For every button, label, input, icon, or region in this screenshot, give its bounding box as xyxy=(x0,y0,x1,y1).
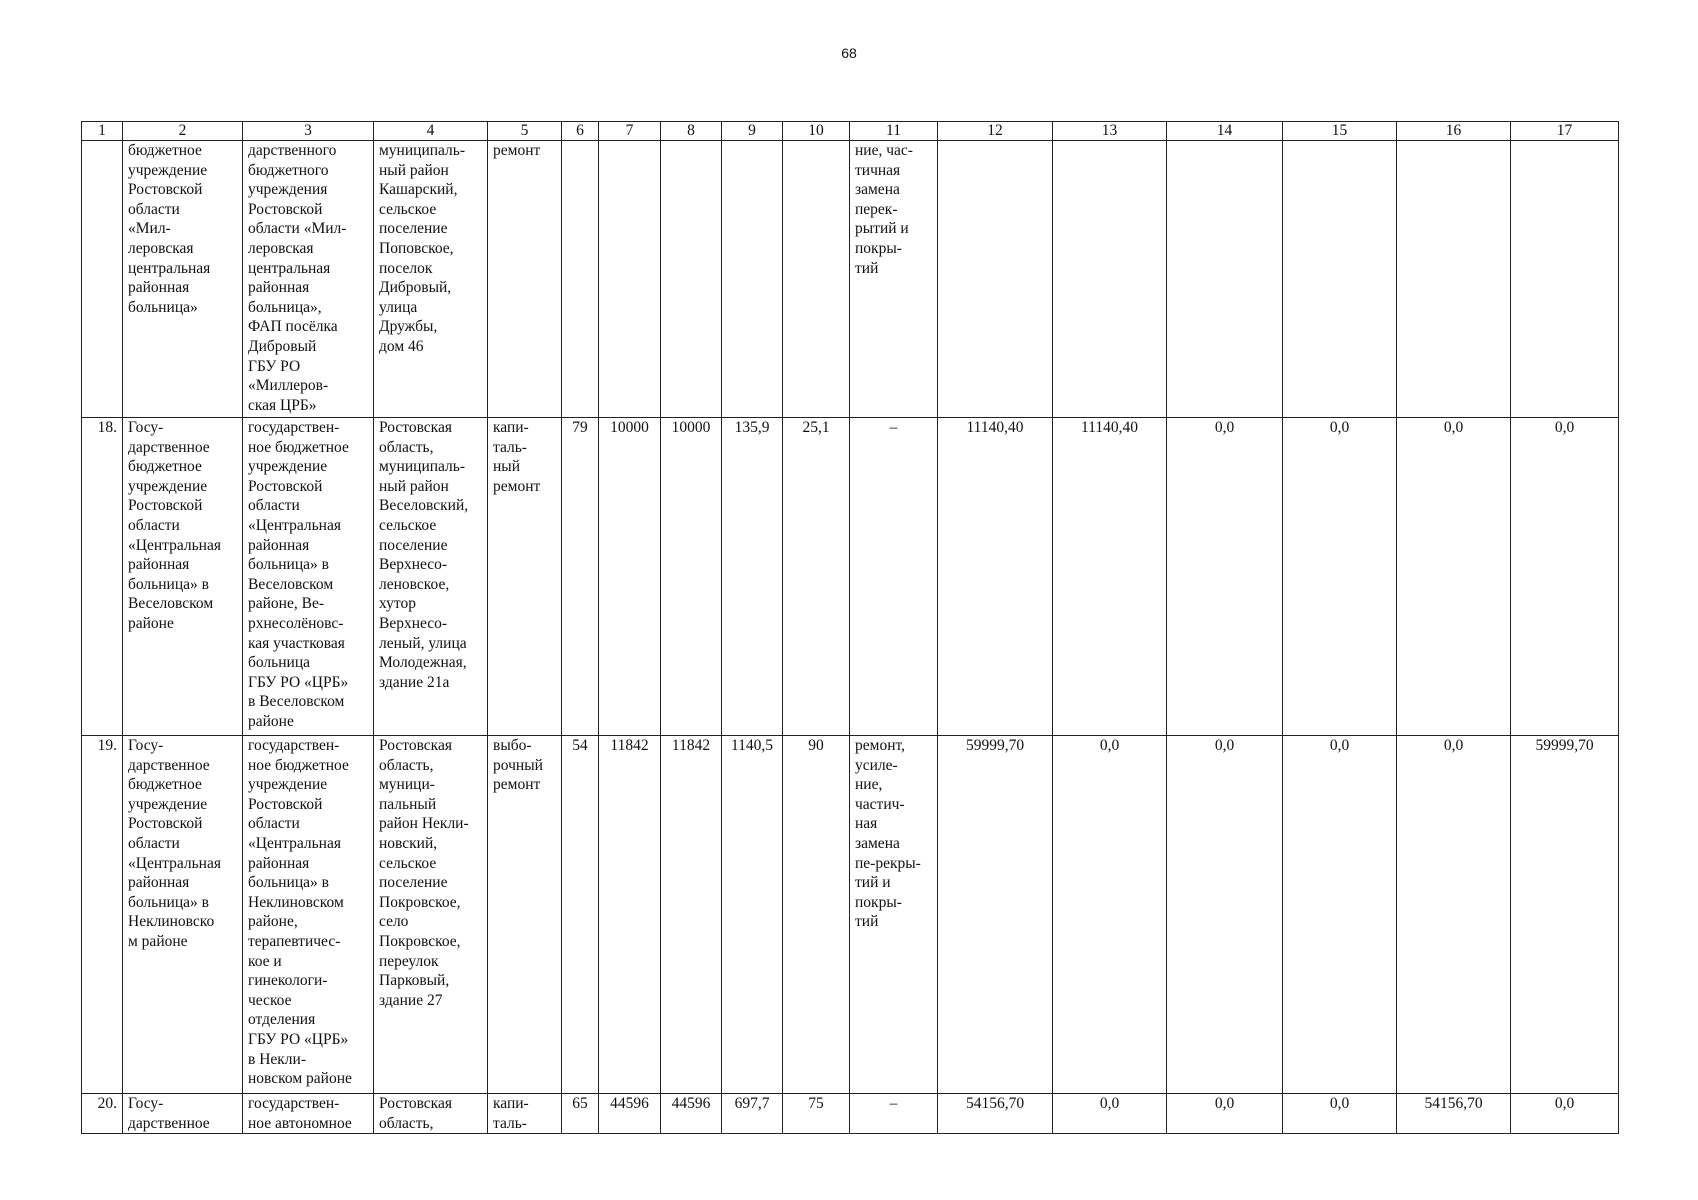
value-cell xyxy=(661,141,722,418)
institution-cell: Госу- дарственное бюджетное учреждение Ростовской области «Центральная районная больница» в Веселовском районе xyxy=(123,418,243,736)
column-number-header xyxy=(82,122,1619,141)
col-header: 10 xyxy=(783,122,850,141)
repair-type-cell: капи- таль- ный ремонт xyxy=(488,418,562,736)
table-row xyxy=(82,418,1619,736)
col-header: 2 xyxy=(123,122,243,141)
renovation-table xyxy=(81,121,1619,1134)
value-cell: 11842 xyxy=(599,736,661,1094)
col-header: 6 xyxy=(562,122,599,141)
value-cell: 135,9 xyxy=(722,418,783,736)
amount-cell: 54156,70 xyxy=(938,1094,1053,1134)
amount-cell: 0,0 xyxy=(1283,736,1397,1094)
col-header: 7 xyxy=(599,122,661,141)
col-header: 5 xyxy=(488,122,562,141)
amount-cell: 0,0 xyxy=(1053,1094,1167,1134)
amount-cell: 0,0 xyxy=(1397,418,1511,736)
address-cell: Ростовская область, муниципаль- ный район Веселовский, сельское поселение Верхнесо- леновское, хутор Верхнесо- леный, улица Молодежная, здание 21а xyxy=(374,418,488,736)
page-number: 68 xyxy=(841,45,857,61)
value-cell xyxy=(783,141,850,418)
amount-cell: 0,0 xyxy=(1397,736,1511,1094)
col-header: 1 xyxy=(82,122,123,141)
repair-type-cell: ремонт xyxy=(488,141,562,418)
work-type-cell: ремонт, усиле- ние, частич- ная замена пе-рекры- тий и покры- тий xyxy=(850,736,938,1094)
address-cell: Ростовская область, муници- пальный район Некли- новский, сельское поселение Покровское, село Покровское, переулок Парковый, здание 27 xyxy=(374,736,488,1094)
amount-cell: 0,0 xyxy=(1283,418,1397,736)
col-header: 3 xyxy=(243,122,374,141)
value-cell: 54 xyxy=(562,736,599,1094)
row-number-cell: 19. xyxy=(82,736,123,1094)
value-cell: 75 xyxy=(783,1094,850,1134)
value-cell: 10000 xyxy=(661,418,722,736)
amount-cell xyxy=(1167,141,1283,418)
col-header: 4 xyxy=(374,122,488,141)
table-row xyxy=(82,1094,1619,1134)
amount-cell: 0,0 xyxy=(1053,736,1167,1094)
facility-cell: дарственного бюджетного учреждения Ростовской области «Мил- леровская центральная районная больница», ФАП посёлка Дибровый ГБУ РО «Миллеров- ская ЦРБ» xyxy=(243,141,374,418)
amount-cell: 0,0 xyxy=(1511,1094,1619,1134)
value-cell xyxy=(599,141,661,418)
amount-cell: 11140,40 xyxy=(1053,418,1167,736)
col-header: 16 xyxy=(1397,122,1511,141)
amount-cell: 0,0 xyxy=(1167,418,1283,736)
col-header: 12 xyxy=(938,122,1053,141)
value-cell: 11842 xyxy=(661,736,722,1094)
col-header: 11 xyxy=(850,122,938,141)
amount-cell: 59999,70 xyxy=(938,736,1053,1094)
amount-cell: 0,0 xyxy=(1283,1094,1397,1134)
work-type-cell: – xyxy=(850,1094,938,1134)
col-header: 9 xyxy=(722,122,783,141)
amount-cell: 11140,40 xyxy=(938,418,1053,736)
value-cell xyxy=(562,141,599,418)
amount-cell: 54156,70 xyxy=(1397,1094,1511,1134)
value-cell: 1140,5 xyxy=(722,736,783,1094)
work-type-cell: ние, час- тичная замена перек- рытий и покры- тий xyxy=(850,141,938,418)
value-cell: 79 xyxy=(562,418,599,736)
value-cell xyxy=(722,141,783,418)
value-cell: 697,7 xyxy=(722,1094,783,1134)
repair-type-cell: выбо- рочный ремонт xyxy=(488,736,562,1094)
work-type-cell: – xyxy=(850,418,938,736)
amount-cell: 0,0 xyxy=(1511,418,1619,736)
amount-cell: 59999,70 xyxy=(1511,736,1619,1094)
institution-cell: бюджетное учреждение Ростовской области «Мил- леровская центральная районная больница» xyxy=(123,141,243,418)
facility-cell: государствен- ное бюджетное учреждение Ростовской области «Центральная районная больница» в Неклиновском районе, терапевтичес- кое и гинекологи- ческое отделения ГБУ РО «ЦРБ» в Некли- новском районе xyxy=(243,736,374,1094)
col-header: 17 xyxy=(1511,122,1619,141)
row-number-cell: 20. xyxy=(82,1094,123,1134)
value-cell: 65 xyxy=(562,1094,599,1134)
institution-cell: Госу- дарственное бюджетное учреждение Ростовской области «Центральная районная больница» в Неклиновско м районе xyxy=(123,736,243,1094)
value-cell: 44596 xyxy=(661,1094,722,1134)
amount-cell: 0,0 xyxy=(1167,1094,1283,1134)
facility-cell: государствен- ное бюджетное учреждение Ростовской области «Центральная районная больница» в Веселовском районе, Ве- рхнесолёновс- кая участковая больница ГБУ РО «ЦРБ» в Веселовском районе xyxy=(243,418,374,736)
value-cell: 44596 xyxy=(599,1094,661,1134)
amount-cell xyxy=(1511,141,1619,418)
col-header: 13 xyxy=(1053,122,1167,141)
col-header: 8 xyxy=(661,122,722,141)
institution-cell: Госу- дарственное xyxy=(123,1094,243,1134)
amount-cell xyxy=(938,141,1053,418)
facility-cell: государствен- ное автономное xyxy=(243,1094,374,1134)
amount-cell xyxy=(1397,141,1511,418)
value-cell: 90 xyxy=(783,736,850,1094)
value-cell: 25,1 xyxy=(783,418,850,736)
col-header: 14 xyxy=(1167,122,1283,141)
row-number-cell: 18. xyxy=(82,418,123,736)
amount-cell xyxy=(1053,141,1167,418)
row-number-cell xyxy=(82,141,123,418)
amount-cell: 0,0 xyxy=(1167,736,1283,1094)
address-cell: муниципаль- ный район Кашарский, сельское поселение Поповское, поселок Дибровый, улица Дружбы, дом 46 xyxy=(374,141,488,418)
address-cell: Ростовская область, xyxy=(374,1094,488,1134)
header-row xyxy=(82,122,1619,141)
repair-type-cell: капи- таль- xyxy=(488,1094,562,1134)
amount-cell xyxy=(1283,141,1397,418)
col-header: 15 xyxy=(1283,122,1397,141)
table-row xyxy=(82,141,1619,418)
value-cell: 10000 xyxy=(599,418,661,736)
table-row xyxy=(82,736,1619,1094)
